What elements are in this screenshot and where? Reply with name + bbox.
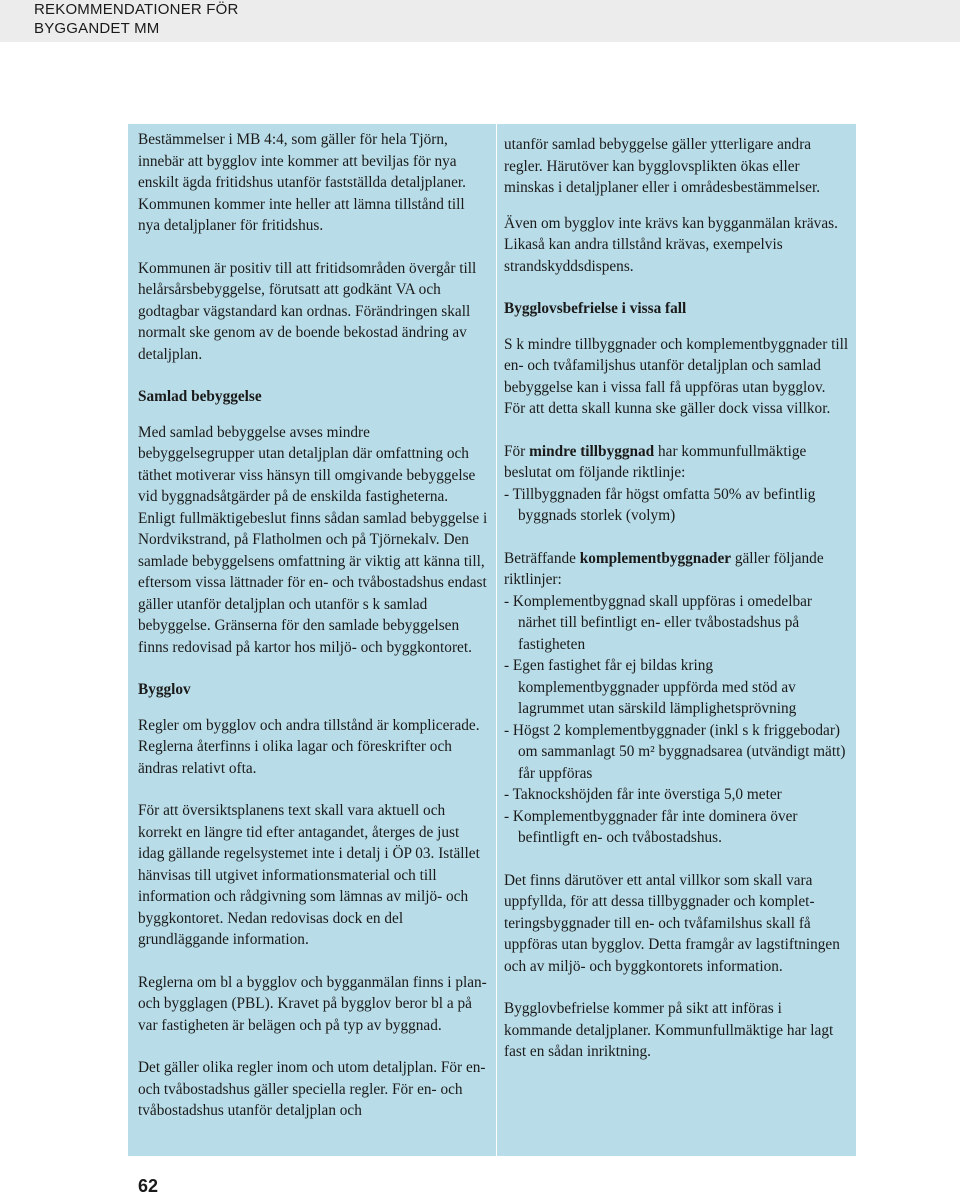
paragraph-befrielse-infors: Bygglovbefrielse kommer på sikt att införas i kommande detaljplaner. Kommunfullmäktige har lagt fast en sådan inriktning. bbox=[504, 1000, 834, 1060]
paragraph-regler-bygglov: Regler om bygglov och andra tillstånd är komplicerade. Reglerna återfinns i olika lagar och föreskrifter och ändras relativt ofta. bbox=[138, 716, 480, 777]
heading-bygglovsbefrielse: Bygglovsbefrielse i vissa fall bbox=[504, 300, 687, 317]
list-item-dominera: - Komplementbyggnader får inte dominera över befintligft en- och tvåbostadshus. bbox=[504, 807, 798, 846]
emphasis-mindre-tillbyggnad: mindre tillbyggnad bbox=[529, 442, 655, 460]
text-fragment: har kommunfullmäktige beslutat om följande riktlinje: bbox=[504, 442, 807, 481]
paragraph-bygganmalan: Även om bygglov inte krävs kan bygganmälan krävas. Likaså kan andra tillstånd krävas, exempelvis strandskyddsdispens. bbox=[504, 214, 838, 275]
heading-samlad-bebyggelse: Samlad bebyggelse bbox=[138, 388, 262, 405]
paragraph-villkor: Det finns därutöver ett antal villkor som skall vara uppfyllda, för att dessa tillbyggnader och kompletteringsbyggnader till en- och tvåfamilshus skall få uppföras utan bygglov. Detta framgår av lagstiftningen och av miljö- och byggkontorets information. bbox=[504, 871, 840, 975]
paragraph-fritidsomraden: Kommunen är positiv till att fritidsområden övergår till helårsårsbebyggelse, förutsatt att godkänt VA och godtagbar vägstandard kan ordnas. Förändringen skall normalt ske genom av de boende bekostad ändring av detaljplan. bbox=[138, 259, 477, 363]
list-item-narhet: - Komplementbyggnad skall uppföras i omedelbar närhet till befintligt en- eller tvåbostadshus på fastigheten bbox=[504, 592, 812, 653]
paragraph-utanfor-samlad: utanför samlad bebyggelse gäller ytterligare andra regler. Härutöver kan bygglovsplikten ökas eller minskas i detaljplaner eller i områdesbestämmelser. bbox=[504, 136, 821, 196]
paragraph-oversiktsplan: För att översiktsplanens text skall vara aktuell och korrekt en längre tid efter antagandet, återges de just idag gällande regelsystemet inte i detalj i ÖP 03. Istället hänvisas till utgivet informationsmaterial och till information och rådgivning som lämnas av miljö- och byggkontoret. Nedan redovisas dock en del grundläggande information. bbox=[138, 802, 480, 948]
paragraph-pbl: Reglerna om bl a bygglov och bygganmälan finns i plan- och bygglagen (PBL). Kravet på bygglov beror bl a på var fastigheten är belägen och på typ av byggnad. bbox=[138, 973, 487, 1034]
heading-bygglov: Bygglov bbox=[138, 681, 191, 698]
list-item-egen-fastighet: - Egen fastighet får ej bildas kring komplementbyggnader uppförda med stöd av lagrummet utan särskild lämplighetsprövning bbox=[504, 657, 797, 717]
text-fragment: Beträffande bbox=[504, 549, 580, 567]
paragraph-mb-4-4: Bestämmelser i MB 4:4, som gäller för hela Tjörn, innebär att bygglov inte kommer att beviljas för nya enskilt ägda fritidshus utanför fastställda detaljplaner. Kommunen kommer inte heller att lämna tillstånd till nya detaljplaner för fritidshus. bbox=[138, 131, 466, 234]
header-line-2: BYGGANDET MM bbox=[34, 20, 160, 37]
header-title bbox=[34, 0, 239, 38]
list-item-taknockshojd: - Taknockshöjden får inte överstiga 5,0 meter bbox=[504, 786, 782, 803]
text-fragment: För bbox=[504, 442, 530, 460]
left-column bbox=[128, 124, 496, 1156]
paragraph-mindre-tillbyggnad-riktlinje bbox=[504, 441, 850, 484]
paragraph-samlad-bebyggelse: Med samlad bebyggelse avses mindre bebyggelsegrupper utan detaljplan där omfattning och täthet motiverar viss hänsyn till omgivande bebyggelse vid byggnadsåtgärder på de enskilda fastigheterna. Enligt fullmäktigebeslut finns sådan samlad bebyggelse i Nordvikstrand, på Flatholmen och på Tjörnekalv. Den samlade bebyggelsens omfattning är viktig att känna till, eftersom vissa lättnader för en- och tvåbostadshus endast gäller utanför detaljplan och utanför s k samlad bebyggelse. Gränserna för den samlade bebyggelsen finns redovisad på kartor hos miljö- och byggkontoret. bbox=[138, 423, 488, 656]
header-line-1: REKOMMENDATIONER FÖR bbox=[34, 1, 239, 18]
page-header bbox=[0, 0, 960, 42]
paragraph-mindre-tillbyggnader: S k mindre tillbyggnader och komplementbyggnader till en- och tvåfamiljshus utanför detaljplan och samlad bebyggelse kan i vissa fall få uppföras utan bygglov. För att detta skall kunna ske gäller dock vissa villkor. bbox=[504, 335, 849, 417]
list-item-tillbyggnad: - Tillbyggnaden får högst omfatta 50% av befintlig byggnads storlek (volym) bbox=[504, 485, 816, 524]
right-column bbox=[496, 124, 856, 1156]
emphasis-komplementbyggnader: komplementbyggnader bbox=[579, 549, 732, 567]
list-item-hogst-2: - Högst 2 komplementbyggnader (inkl s k friggebodar) om sammanlagt 50 m² byggnadsarea (utvändigt mätt) får uppföras bbox=[504, 721, 846, 782]
page-number: 62 bbox=[138, 1176, 159, 1196]
paragraph-komplementbyggnader bbox=[504, 548, 850, 591]
text-fragment: gäller följande riktlinjer: bbox=[504, 549, 824, 588]
paragraph-detaljplan-regler: Det gäller olika regler inom och utom detaljplan. För en- och tvåbostadshus gäller speciella regler. För en- och tvåbostadshus utanför detaljplan och bbox=[138, 1059, 486, 1119]
